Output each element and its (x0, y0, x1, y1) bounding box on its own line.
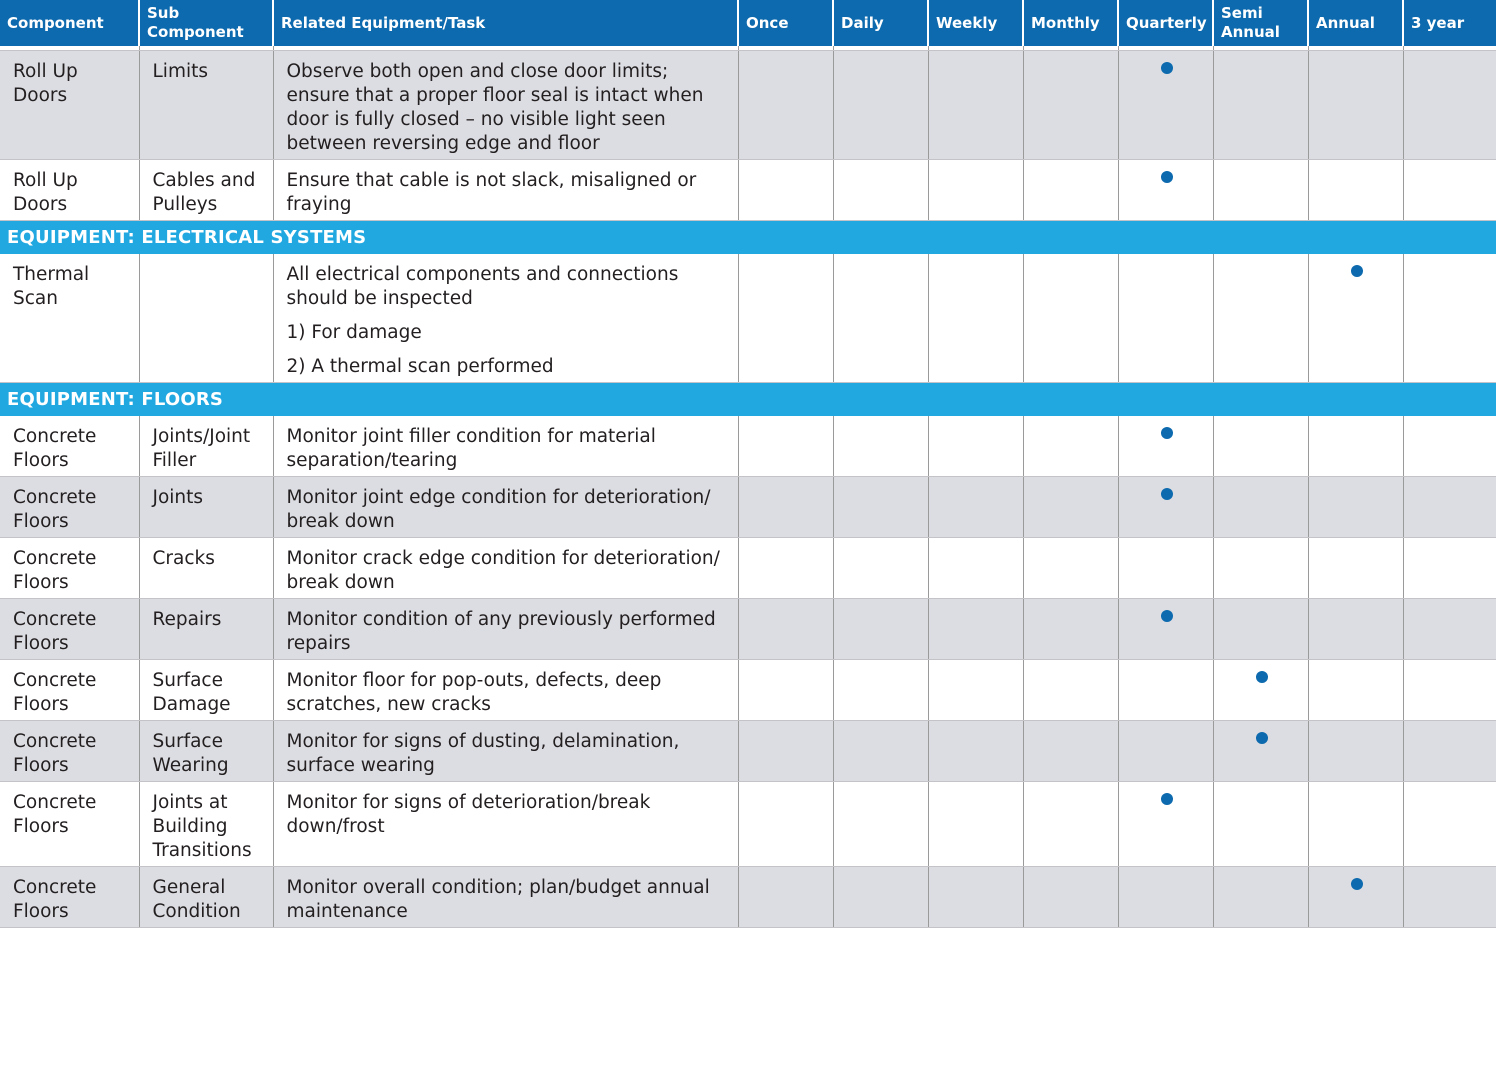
frequency-cell-monthly (1023, 416, 1118, 477)
frequency-cell-annual (1308, 537, 1403, 598)
task-cell (273, 159, 738, 220)
component-cell: Concrete Floors (0, 720, 139, 781)
component-cell: Concrete Floors (0, 598, 139, 659)
frequency-cell-monthly (1023, 659, 1118, 720)
frequency-cell-daily (833, 866, 928, 927)
task-text: 2) A thermal scan performed (286, 355, 554, 377)
frequency-cell-three-year (1403, 720, 1496, 781)
task-text: Monitor crack edge condition for deterioration/ break down (286, 547, 720, 593)
component-cell: Roll Up Doors (0, 159, 139, 220)
header-annual: Annual (1308, 0, 1403, 46)
table-row (0, 416, 1496, 477)
frequency-cell-semi-annual (1213, 416, 1308, 477)
frequency-cell-quarterly (1118, 476, 1213, 537)
frequency-cell-once (738, 781, 833, 866)
frequency-cell-weekly (928, 866, 1023, 927)
table-body (0, 46, 1496, 927)
frequency-cell-weekly (928, 720, 1023, 781)
frequency-cell-once (738, 416, 833, 477)
frequency-cell-quarterly (1118, 866, 1213, 927)
task-text: Monitor overall condition; plan/budget annual maintenance (286, 876, 710, 922)
frequency-cell-quarterly (1118, 537, 1213, 598)
frequency-cell-three-year (1403, 781, 1496, 866)
frequency-dot-icon (1161, 793, 1173, 805)
frequency-cell-weekly (928, 598, 1023, 659)
frequency-cell-monthly (1023, 50, 1118, 159)
frequency-cell-quarterly (1118, 659, 1213, 720)
frequency-cell-once (738, 50, 833, 159)
header-monthly: Monthly (1023, 0, 1118, 46)
frequency-cell-daily (833, 416, 928, 477)
frequency-cell-three-year (1403, 254, 1496, 383)
frequency-cell-annual (1308, 659, 1403, 720)
frequency-cell-annual (1308, 866, 1403, 927)
section-title: EQUIPMENT: FLOORS (0, 382, 1496, 416)
frequency-cell-once (738, 476, 833, 537)
frequency-cell-daily (833, 537, 928, 598)
task-text: Observe both open and close door limits; ensure that a proper floor seal is intact when door is fully closed – no visible light seen between reversing edge and floor (286, 60, 704, 154)
frequency-cell-annual (1308, 598, 1403, 659)
frequency-cell-three-year (1403, 159, 1496, 220)
sub-component-cell: Repairs (139, 598, 273, 659)
component-cell: Concrete Floors (0, 659, 139, 720)
task-text: Monitor floor for pop-outs, defects, deep scratches, new cracks (286, 669, 662, 715)
task-cell (273, 781, 738, 866)
frequency-cell-three-year (1403, 866, 1496, 927)
task-text: Monitor for signs of deterioration/break down/frost (286, 791, 651, 837)
sub-component-cell: Joints (139, 476, 273, 537)
table-row (0, 659, 1496, 720)
frequency-cell-monthly (1023, 254, 1118, 383)
component-cell: Roll Up Doors (0, 50, 139, 159)
frequency-cell-annual (1308, 781, 1403, 866)
frequency-cell-quarterly (1118, 416, 1213, 477)
frequency-cell-three-year (1403, 537, 1496, 598)
task-text: Monitor condition of any previously performed repairs (286, 608, 716, 654)
frequency-cell-monthly (1023, 866, 1118, 927)
task-cell (273, 537, 738, 598)
frequency-cell-semi-annual (1213, 720, 1308, 781)
header-task: Related Equipment/Task (273, 0, 738, 46)
frequency-cell-three-year (1403, 598, 1496, 659)
frequency-cell-semi-annual (1213, 598, 1308, 659)
frequency-cell-daily (833, 720, 928, 781)
table-row (0, 50, 1496, 159)
frequency-cell-daily (833, 254, 928, 383)
frequency-cell-monthly (1023, 781, 1118, 866)
component-cell: Concrete Floors (0, 781, 139, 866)
sub-component-cell: General Condition (139, 866, 273, 927)
frequency-dot-icon (1351, 878, 1363, 890)
component-cell: Concrete Floors (0, 476, 139, 537)
table-row (0, 720, 1496, 781)
frequency-cell-quarterly (1118, 781, 1213, 866)
frequency-cell-three-year (1403, 659, 1496, 720)
frequency-cell-once (738, 159, 833, 220)
frequency-cell-annual (1308, 50, 1403, 159)
table-row (0, 781, 1496, 866)
frequency-cell-semi-annual (1213, 476, 1308, 537)
frequency-cell-once (738, 866, 833, 927)
frequency-cell-quarterly (1118, 598, 1213, 659)
header-weekly: Weekly (928, 0, 1023, 46)
section-header-row (0, 220, 1496, 254)
header-component: Component (0, 0, 139, 46)
frequency-cell-once (738, 720, 833, 781)
frequency-dot-icon (1256, 732, 1268, 744)
sub-component-cell: Cables and Pulleys (139, 159, 273, 220)
task-cell (273, 720, 738, 781)
frequency-cell-monthly (1023, 598, 1118, 659)
task-text: Ensure that cable is not slack, misaligned or fraying (286, 169, 697, 215)
frequency-cell-weekly (928, 50, 1023, 159)
task-text: Monitor joint filler condition for material separation/tearing (286, 425, 656, 471)
task-text: All electrical components and connections should be inspected (286, 263, 679, 309)
frequency-cell-three-year (1403, 476, 1496, 537)
sub-component-cell: Joints/Joint Filler (139, 416, 273, 477)
frequency-cell-weekly (928, 159, 1023, 220)
frequency-cell-annual (1308, 254, 1403, 383)
frequency-cell-annual (1308, 159, 1403, 220)
frequency-cell-daily (833, 659, 928, 720)
sub-component-cell: Limits (139, 50, 273, 159)
header-row (0, 0, 1496, 46)
sub-component-cell (139, 254, 273, 383)
frequency-dot-icon (1351, 265, 1363, 277)
frequency-cell-weekly (928, 416, 1023, 477)
frequency-cell-weekly (928, 537, 1023, 598)
task-cell (273, 866, 738, 927)
header-daily: Daily (833, 0, 928, 46)
frequency-dot-icon (1161, 488, 1173, 500)
task-cell (273, 416, 738, 477)
sub-component-cell: Joints at Building Transitions (139, 781, 273, 866)
frequency-cell-semi-annual (1213, 254, 1308, 383)
task-cell (273, 476, 738, 537)
task-text: 1) For damage (286, 321, 422, 343)
header-once: Once (738, 0, 833, 46)
frequency-cell-weekly (928, 659, 1023, 720)
table-row (0, 476, 1496, 537)
frequency-dot-icon (1161, 171, 1173, 183)
frequency-cell-once (738, 254, 833, 383)
frequency-cell-once (738, 598, 833, 659)
frequency-cell-quarterly (1118, 159, 1213, 220)
frequency-cell-semi-annual (1213, 159, 1308, 220)
frequency-cell-quarterly (1118, 254, 1213, 383)
frequency-cell-monthly (1023, 476, 1118, 537)
frequency-cell-monthly (1023, 159, 1118, 220)
frequency-cell-once (738, 537, 833, 598)
frequency-cell-once (738, 659, 833, 720)
sub-component-cell: Cracks (139, 537, 273, 598)
task-cell (273, 254, 738, 383)
frequency-cell-quarterly (1118, 720, 1213, 781)
header-three-year: 3 year (1403, 0, 1496, 46)
frequency-cell-semi-annual (1213, 781, 1308, 866)
frequency-dot-icon (1161, 62, 1173, 74)
section-header-row (0, 382, 1496, 416)
component-cell: Concrete Floors (0, 866, 139, 927)
frequency-cell-semi-annual (1213, 659, 1308, 720)
table-row (0, 254, 1496, 383)
frequency-cell-monthly (1023, 720, 1118, 781)
section-title: EQUIPMENT: ELECTRICAL SYSTEMS (0, 220, 1496, 254)
component-cell: Concrete Floors (0, 416, 139, 477)
frequency-cell-three-year (1403, 416, 1496, 477)
frequency-cell-semi-annual (1213, 50, 1308, 159)
frequency-cell-semi-annual (1213, 537, 1308, 598)
task-text: Monitor for signs of dusting, delamination, surface wearing (286, 730, 680, 776)
task-cell (273, 598, 738, 659)
frequency-cell-annual (1308, 476, 1403, 537)
table-row (0, 866, 1496, 927)
sub-component-cell: Surface Damage (139, 659, 273, 720)
frequency-cell-daily (833, 781, 928, 866)
frequency-dot-icon (1161, 427, 1173, 439)
table-row (0, 598, 1496, 659)
frequency-cell-annual (1308, 720, 1403, 781)
frequency-cell-daily (833, 50, 928, 159)
header-quarterly: Quarterly (1118, 0, 1213, 46)
header-semi-annual: Semi Annual (1213, 0, 1308, 46)
frequency-cell-daily (833, 159, 928, 220)
component-cell: Concrete Floors (0, 537, 139, 598)
frequency-cell-monthly (1023, 537, 1118, 598)
frequency-cell-quarterly (1118, 50, 1213, 159)
task-text: Monitor joint edge condition for deterioration/ break down (286, 486, 711, 532)
frequency-cell-semi-annual (1213, 866, 1308, 927)
component-cell: Thermal Scan (0, 254, 139, 383)
frequency-cell-three-year (1403, 50, 1496, 159)
header-sub-component: Sub Component (139, 0, 273, 46)
frequency-dot-icon (1161, 610, 1173, 622)
table-row (0, 159, 1496, 220)
table-row (0, 537, 1496, 598)
frequency-cell-weekly (928, 781, 1023, 866)
frequency-cell-daily (833, 476, 928, 537)
task-cell (273, 50, 738, 159)
frequency-cell-annual (1308, 416, 1403, 477)
frequency-cell-daily (833, 598, 928, 659)
task-cell (273, 659, 738, 720)
frequency-dot-icon (1256, 671, 1268, 683)
frequency-cell-weekly (928, 476, 1023, 537)
sub-component-cell: Surface Wearing (139, 720, 273, 781)
frequency-cell-weekly (928, 254, 1023, 383)
